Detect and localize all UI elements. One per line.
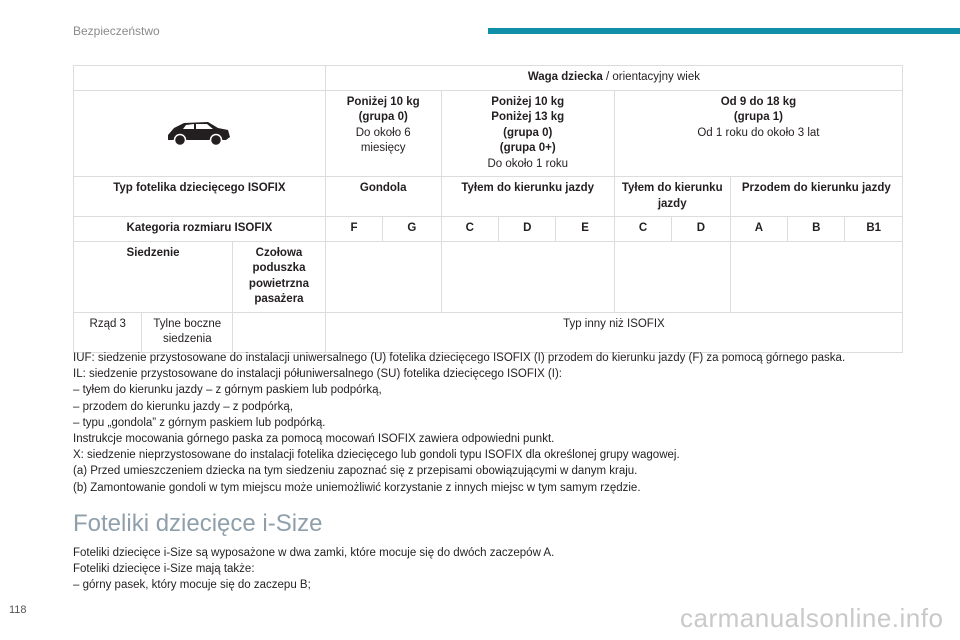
- size-class: C: [441, 217, 498, 242]
- isize-paragraph: Foteliki dziecięce i-Size mają także:: [73, 563, 255, 576]
- isize-paragraph: – górny pasek, który mocuje się do zaczepu B;: [73, 579, 311, 592]
- size-label: Kategoria rozmiaru ISOFIX: [74, 217, 326, 242]
- size-class: D: [499, 217, 556, 242]
- type-row: [74, 177, 903, 217]
- car-icon: [164, 113, 234, 149]
- type-rear-facing-2: Tyłem do kierunku jazdy: [614, 177, 730, 217]
- note-x: X: siedzenie nieprzystosowane do instalacji fotelika dziecięcego lub gondoli typu ISOFIX dla określonej grupy wagowej.: [73, 449, 680, 462]
- group-1-cell: Od 9 do 18 kg (grupa 1) Od 1 roku do około 3 lat: [614, 90, 902, 177]
- isize-body: [73, 545, 913, 594]
- note-iuf: IUF: siedzenie przystosowane do instalacji uniwersalnego (U) fotelika dziecięcego ISOFIX (I) przodem do kierunku jazdy (F) za pomocą górnego paska.: [73, 352, 846, 364]
- size-row: [74, 217, 903, 242]
- note-b: (b) Zamontowanie gondoli w tym miejscu może uniemożliwić korzystanie z innych miejsc w tym samym rzędzie.: [73, 481, 641, 494]
- weight-header: Waga dziecka / orientacyjny wiek: [325, 66, 902, 91]
- type-rear-facing: Tyłem do kierunku jazdy: [441, 177, 614, 217]
- watermark: carmanualsonline.info: [680, 603, 944, 633]
- legend-notes: [73, 350, 913, 496]
- size-class: B1: [845, 217, 903, 242]
- group-row: [74, 90, 903, 177]
- type-gondola: Gondola: [325, 177, 441, 217]
- note-instructions: Instrukcje mocowania górnego paska za pomocą mocowań ISOFIX zawiera odpowiedni punkt.: [73, 433, 555, 446]
- seat-header-row: [74, 241, 903, 312]
- group-0plus-cell: Poniżej 10 kg Poniżej 13 kg (grupa 0) (grupa 0+) Do około 1 roku: [441, 90, 614, 177]
- note-il: IL: siedzenie przystosowane do instalacji półuniwersalnego (SU) fotelika dziecięcego ISOFIX (I):: [73, 368, 562, 381]
- isize-paragraph: Foteliki dziecięce i-Size są wyposażone w dwa zamki, które mocuje się do dwóch zaczepów A.: [73, 547, 555, 559]
- size-class: A: [730, 217, 787, 242]
- size-class: G: [383, 217, 441, 242]
- seat-label: Siedzenie: [74, 241, 233, 312]
- airbag-label: Czołowa poduszka powietrzna pasażera: [233, 241, 326, 312]
- isize-heading: Foteliki dziecięce i-Size: [73, 510, 323, 537]
- type-forward-facing: Przodem do kierunku jazdy: [730, 177, 902, 217]
- note-il-item: – tyłem do kierunku jazdy – z górnym paskiem lub podpórką,: [73, 384, 382, 397]
- row3-row: [74, 312, 903, 352]
- type-label: Typ fotelika dziecięcego ISOFIX: [74, 177, 326, 217]
- size-class: D: [672, 217, 730, 242]
- section-title: Bezpieczeństwo: [73, 24, 160, 38]
- isofix-table: [73, 65, 903, 353]
- row3-label: Rząd 3: [74, 312, 142, 352]
- size-class: B: [788, 217, 845, 242]
- note-a: (a) Przed umieszczeniem dziecka na tym siedzeniu zapoznać się z przepisami obowiązującymi w danym kraju.: [73, 465, 638, 478]
- car-cell: [74, 90, 326, 177]
- group-0-cell: Poniżej 10 kg (grupa 0) Do około 6 miesięcy: [325, 90, 441, 177]
- size-class: E: [556, 217, 614, 242]
- note-il-item: – przodem do kierunku jazdy – z podpórką,: [73, 400, 293, 413]
- size-class: F: [325, 217, 382, 242]
- size-class: C: [614, 217, 671, 242]
- row3-seat: Tylne boczne siedzenia: [142, 312, 233, 352]
- weight-header-row: [74, 66, 903, 91]
- row3-value: Typ inny niż ISOFIX: [325, 312, 902, 352]
- page-number: 118: [9, 604, 27, 616]
- header-accent-bar: [488, 28, 960, 34]
- note-il-item: – typu „gondola” z górnym paskiem lub podpórką.: [73, 416, 326, 429]
